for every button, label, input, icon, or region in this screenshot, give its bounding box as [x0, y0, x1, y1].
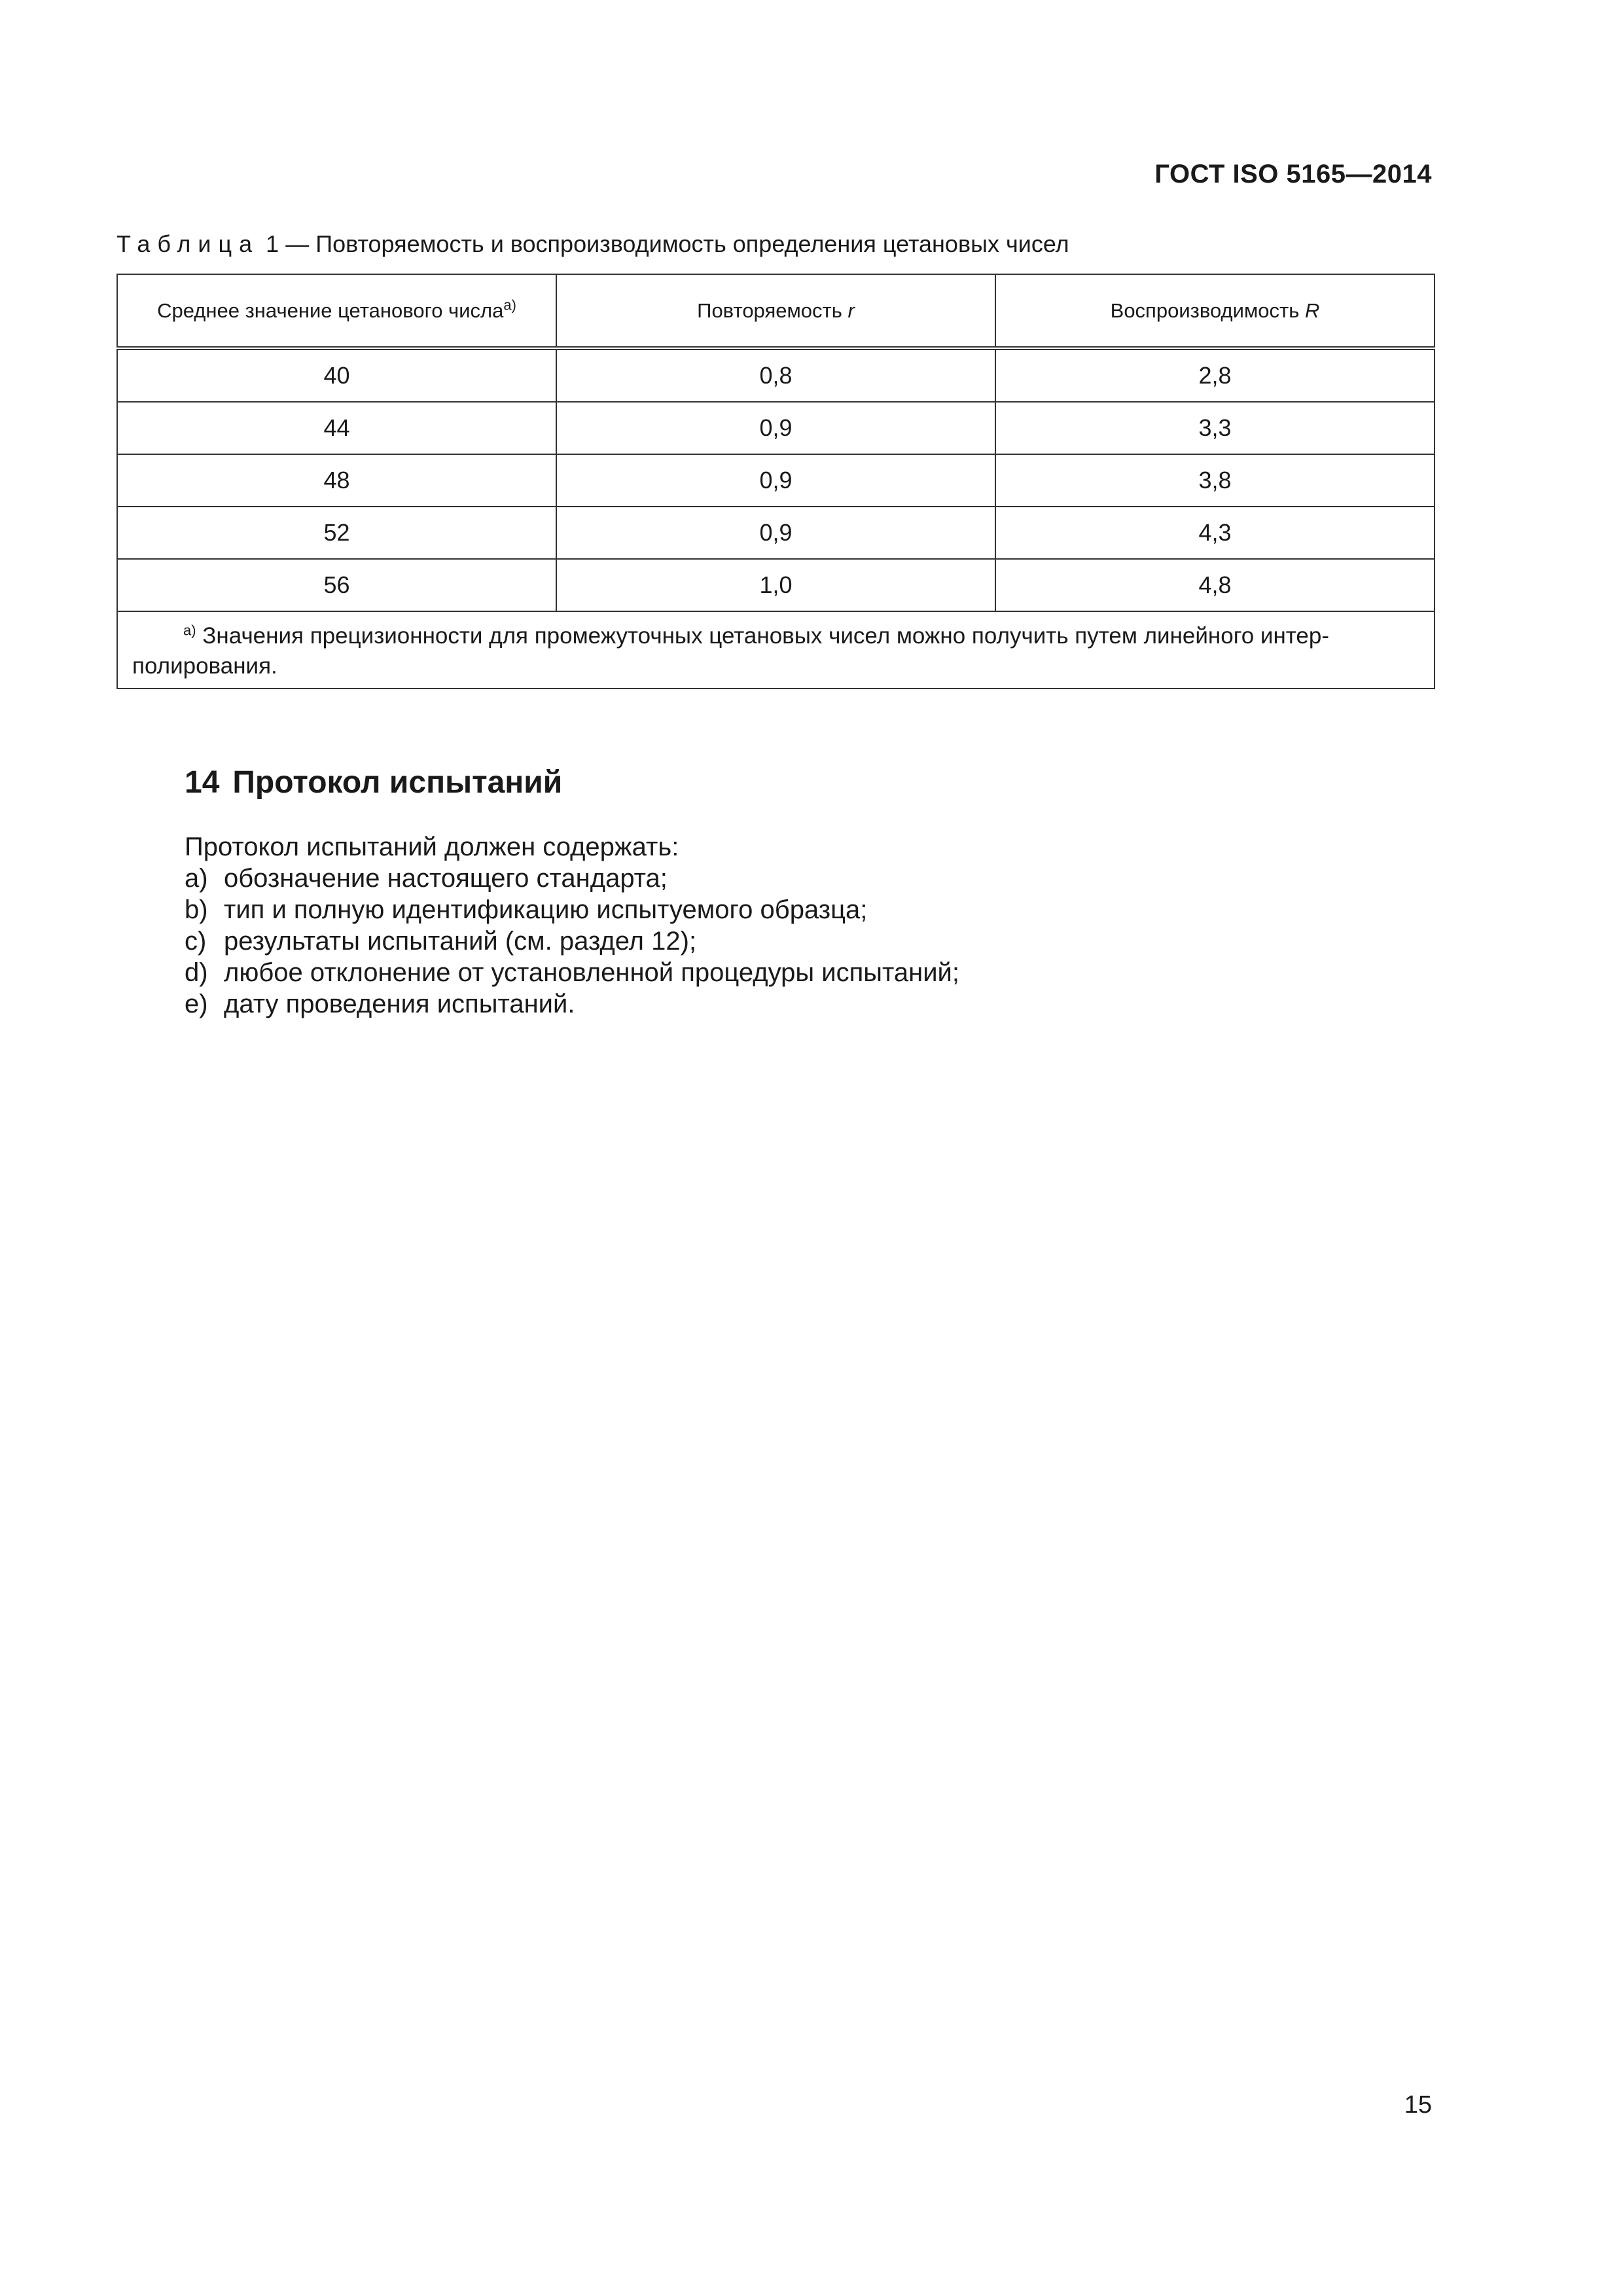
- column-header-reproducibility: Воспроизводимость R: [995, 274, 1435, 348]
- table-cell: 40: [117, 348, 556, 402]
- table-caption: [116, 230, 1069, 258]
- table-cell: 0,9: [556, 454, 995, 507]
- table-cell: 56: [117, 559, 556, 611]
- table-cell: 4,3: [995, 507, 1435, 559]
- table-caption-label: Таблица: [116, 230, 260, 257]
- list-item: [185, 988, 959, 1020]
- section-intro: Протокол испытаний должен содержать:: [185, 833, 679, 861]
- footnote-ref: а): [503, 296, 516, 314]
- table-row: [117, 402, 1435, 454]
- section-number: 14: [185, 765, 220, 800]
- table-row: [117, 559, 1435, 611]
- table-cell: 44: [117, 402, 556, 454]
- list-item-text: дату проведения испытаний.: [224, 990, 575, 1018]
- table-cell: 48: [117, 454, 556, 507]
- table-cell: 1,0: [556, 559, 995, 611]
- table-cell: 0,8: [556, 348, 995, 402]
- column-header-repeatability: Повторяемость r: [556, 274, 995, 348]
- table-cell: 4,8: [995, 559, 1435, 611]
- list-marker: d): [185, 958, 208, 987]
- table-cell: 3,8: [995, 454, 1435, 507]
- section-title: Протокол испытаний: [232, 765, 563, 800]
- precision-table: [116, 274, 1435, 689]
- list-item: [185, 957, 959, 988]
- list-marker: c): [185, 927, 207, 956]
- list-item-text: обозначение настоящего стандарта;: [224, 864, 668, 893]
- table-caption-title: — Повторяемость и воспроизводимость определения цетановых чисел: [279, 230, 1069, 257]
- footnote-marker: а): [183, 622, 196, 639]
- list-item-text: результаты испытаний (см. раздел 12);: [224, 927, 697, 956]
- page-number: 15: [1404, 2091, 1432, 2119]
- symbol-R: R: [1304, 298, 1320, 322]
- table-cell: 52: [117, 507, 556, 559]
- symbol-r: r: [847, 298, 855, 322]
- table-cell: 0,9: [556, 402, 995, 454]
- column-header-mean-cetane: Среднее значение цетанового числа$^{а)}$: [117, 274, 556, 348]
- table-cell: 0,9: [556, 507, 995, 559]
- table-cell: 2,8: [995, 348, 1435, 402]
- document-header: ГОСТ ISO 5165—2014: [1154, 160, 1432, 188]
- table-footnote-row: [117, 611, 1435, 689]
- table-row: [117, 507, 1435, 559]
- table-header-row: [117, 274, 1435, 348]
- table-row: [117, 348, 1435, 402]
- section-heading: [185, 764, 562, 800]
- list-item-text: любое отклонение от установленной процедуры испытаний;: [224, 958, 960, 987]
- list-item: [185, 863, 959, 894]
- table-footnote: [117, 611, 1435, 689]
- list-marker: e): [185, 990, 208, 1018]
- list-item-text: тип и полную идентификацию испытуемого образца;: [224, 895, 868, 924]
- list-item: [185, 925, 959, 957]
- table-row: [117, 454, 1435, 507]
- list-item: [185, 894, 959, 925]
- list-marker: a): [185, 864, 208, 893]
- list-marker: b): [185, 895, 208, 924]
- footnote-text: Значения прецизионности для промежуточных цетановых чисел можно получить путем линейного интер-полирования.: [132, 623, 1330, 679]
- section-body: [185, 831, 959, 1020]
- table-caption-number: 1: [266, 230, 279, 257]
- table-cell: 3,3: [995, 402, 1435, 454]
